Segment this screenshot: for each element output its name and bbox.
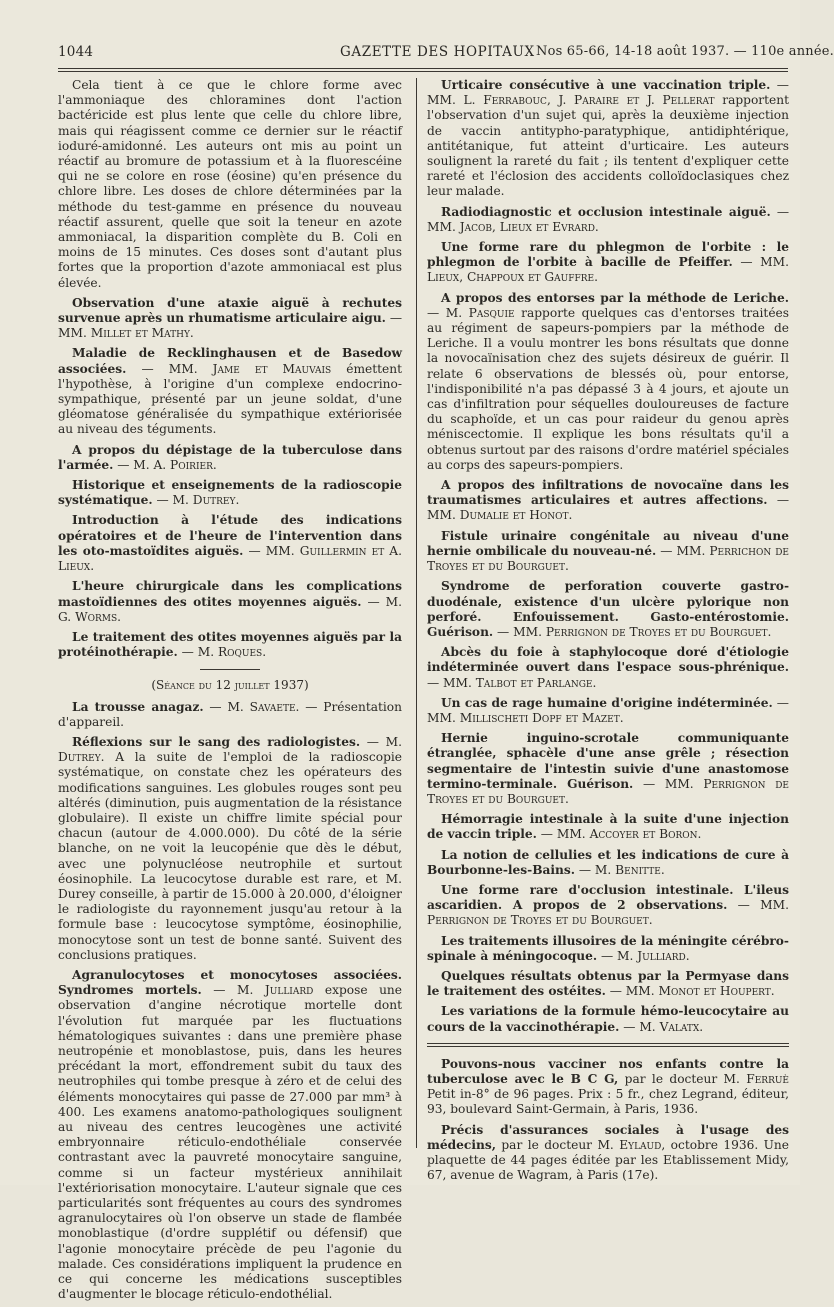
- abstract-entry: Observation d'une ataxie aiguë à rechutes survenue après un rhumatisme articulaire aigu. — MM. Millet et Mathy.: [58, 295, 403, 341]
- book-notice: Pouvons-nous vacciner nos enfants contre la tuberculose avec le B C G, par le docteur M. Ferruè Petit in-8° de 96 pages. Prix : 5 fr., chez Legrand, éditeur, 93, boulevard Saint-Germain, à Paris, 1936.: [427, 1056, 789, 1117]
- abstract-entry: Les variations de la formule hémo-leucocytaire au cours de la vaccinothérapie. — M. Valatx.: [427, 1004, 789, 1034]
- paragraph: Cela tient à ce que le chlore forme avec l'ammoniaque des chloramines dont l'action bactéricide est plus lente que celle du chlore libre, mais qui réagissent comme ce dernier sur le réactif ioduré-amidonné. Les auteurs ont mis au point un réactif au bromure de potassium et à la fluorescéine qui ne se colore en rose (éosine) qu'en présence du chlore libre. Les doses de chlore déterminées par la méthode du test-gamme en présence du nouveau réactif assurent, quelle que soit la teneur en azote ammoniacal, la disparition complète du B. Coli en moins de 15 minutes. Ces doses sont d'autant plus fortes que la proportion d'azote ammoniacal est plus élevée.: [58, 78, 402, 290]
- abstract-entry: Syndrome de perforation couverte gastro-duodénale, existence d'un ulcère pylorique non perforé. Enfouissement. Gasto-entérostomie. Guérison. — MM. Perrignon de Troyes et du Bourguet.: [427, 579, 789, 639]
- book-notice: Précis d'assurances sociales à l'usage des médecins, par le docteur M. Eylaud, octobre 1936. Une plaquette de 44 pages éditée par les Etablissement Midy, 67, avenue de Wagram, à Paris (17e).: [427, 1122, 789, 1183]
- abstract-entry: Le traitement des otites moyennes aiguës par la protéinothérapie. — M. Roques.: [58, 629, 402, 660]
- abstract-entry: Hémorragie intestinale à la suite d'une injection de vaccin triple. — MM. Accoyer et Boron.: [427, 812, 789, 842]
- abstract-entry: Abcès du foie à staphylocoque doré d'étiologie indéterminée ouvert dans l'espace sous-phrénique. — MM. Talbot et Parlange.: [427, 645, 789, 690]
- abstract-entry: Urticaire consécutive à une vaccination triple. — MM. L. Ferrabouc, J. Paraire et J. Pellerat rapportent l'observation d'un sujet qui, après la deuxième injection de vaccin antitypho-paratyphique, antidiphtérique, antitétanique, fut atteint d'urticaire. Les auteurs soulignent la rareté du fait ; ils tentent d'expliquer cette rareté et l'éclosion des accidents colloïdoclasiques chez leur malade.: [427, 78, 789, 199]
- header-rule: [58, 68, 788, 69]
- abstract-entry: Un cas de rage humaine d'origine indéterminée. — MM. Millischeti Dopf et Mazet.: [427, 695, 789, 725]
- abstract-entry: Quelques résultats obtenus par la Permyase dans le traitement des ostéites. — MM. Monot et Houpert.: [427, 968, 789, 999]
- abstract-entry: L'heure chirurgicale dans les complications mastoïdiennes des otites moyennes aiguës. — M. G. Worms.: [58, 579, 402, 624]
- header-rule-2: [58, 71, 788, 72]
- page-number: 1044: [58, 44, 94, 60]
- abstract-entry: A propos des entorses par la méthode de Leriche. — M. Pasquie rapporte quelques cas d'entorses traitées au régiment de sapeurs-pompiers par la méthode de Leriche. Il a voulu montrer les bons résultats que donne la novocaïnisation chez des sujets désireux de guérir. Il relate 6 observations de blessés où, pour entorse, l'indisponibilité n'a pas dépassé 3 à 4 jours, et ajoute un cas d'infiltration pour séquelles douloureuses de facture du scaphoïde, et un cas pour raideur du genou après méniscectomie. Il explique les bons résultats qu'il a obtenus surtout par des raisons d'ordre matériel spéciales au corps des sapeurs-pompiers.: [427, 290, 789, 472]
- running-header: [58, 44, 834, 66]
- abstract-entry: Hernie inguino-scrotale communiquante étranglée, sphacèle d'une anse grêle ; résection segmentaire de l'intestin suivie d'une anastomose termino-terminale. Guérison. — MM. Perrignon de Troyes et du Bourguet.: [427, 731, 789, 806]
- section-rule: [200, 669, 260, 670]
- journal-title: GAZETTE DES HOPITAUX: [340, 44, 535, 60]
- abstract-entry: A propos du dépistage de la tuberculose dans l'armée. — M. A. Poirier.: [58, 442, 402, 472]
- abstract-entry: Les traitements illusoires de la méningite cérébro-spinale à méningocoque. — M. Julliard.: [427, 933, 789, 963]
- abstract-entry: Une forme rare du phlegmon de l'orbite : le phlegmon de l'orbite à bacille de Pfeiffer. — MM. Lieux, Chappoux et Gauffre.: [427, 240, 789, 285]
- column-divider: [416, 78, 417, 1148]
- abstract-entry: Fistule urinaire congénitale au niveau d'une hernie ombilicale du nouveau-né. — MM. Perrichon de Troyes et du Bourguet.: [427, 528, 790, 574]
- abstract-entry: Historique et enseignements de la radioscopie systématique. — M. Dutrey.: [58, 478, 402, 508]
- abstract-entry: Maladie de Recklinghausen et de Basedow associées. — MM. Jame et Mauvais émettent l'hypothèse, à l'origine d'un complexe endocrino-sympathique, présenté par un jeune soldat, d'une gléomatose généralisée du sympathique extériorisée au niveau des téguments.: [58, 346, 402, 437]
- abstract-entry: A propos des infiltrations de novocaïne dans les traumatismes articulaires et autres affections. — MM. Dumalie et Honot.: [427, 478, 790, 523]
- abstract-entry: La trousse anagaz. — M. Savaete. — Présentation d'appareil.: [58, 699, 402, 729]
- abstract-entry: Agranulocytoses et monocytoses associées. Syndromes mortels. — M. Julliard expose une observation d'angine nécrotique mortelle dont l'évolution fut marquée par les fluctuations hématologiques suivantes : dans une première phase neutropénie et monoblastose, puis, dans les heures précédant la mort, effondrement subit du taux des neutrophiles qui tombe presque à zéro et de celui des éléments monocytaires qui passe de 27.000 par mm³ à 400. Les examens anatomo-pathologiques soulignent au niveau des centres leucogènes une activité embryonnaire réticulo-endothéliale conservée contrastant avec la pauvreté monocytaire sanguine, comme si un facteur mystérieux annihilait l'extériorisation monocytaire. L'auteur signale que ces particularités sont fréquentes au cours des syndromes agranulocytaires où l'on observe un stade de flambée monoblastique (d'ordre supplétif ou défensif) que l'agonie monocytaire précède de peu l'agonie du malade. Ces considérations impliquent la prudence en ce qui concerne les médications susceptibles d'augmenter le blocage réticulo-endothélial.: [58, 967, 402, 1302]
- abstract-entry: Radiodiagnostic et occlusion intestinale aiguë. — MM. Jacob, Lieux et Evrard.: [427, 204, 790, 234]
- section-double-rule: [427, 1043, 789, 1047]
- abstract-entry: Introduction à l'étude des indications opératoires et de l'heure de l'intervention dans les oto-mastoïdites aiguës. — MM. Guillermin et A. Lieux.: [58, 513, 402, 574]
- issue-info: Nos 65-66, 14-18 août 1937. — 110e année.: [536, 44, 834, 59]
- right-column: [427, 78, 789, 1188]
- abstract-entry: La notion de cellulies et les indications de cure à Bourbonne-les-Bains. — M. Benitte.: [427, 847, 789, 877]
- abstract-entry: Une forme rare d'occlusion intestinale. L'ileus ascaridien. A propos de 2 observations. — MM. Perrignon de Troyes et du Bourguet.: [427, 882, 789, 928]
- session-heading: (Séance du 12 juillet 1937): [151, 678, 309, 693]
- left-column: [58, 78, 402, 1307]
- abstract-entry: Réflexions sur le sang des radiologistes. — M. Dutrey. A la suite de l'emploi de la radioscopie systématique, on constate chez les opérateurs des modifications sanguines. Les globules rouges sont peu altérés (diminution, puis augmentation de la résistance globulaire). Il existe un chiffre limite spécial pour chacun (autour de 4.000.000). Du côté de la série blanche, on ne voit la leucopénie que dès le début, avec une polynucléose neutrophile et surtout éosinophile. La leucocytose durable est rare, et M. Durey conseille, à partir de 15.000 à 20.000, d'éloigner le radiologiste du rayonnement jusqu'au retour à la formule base : leucocytose symptôme, éosinophilie, monocytose sont un test de bonne santé. Suivent des conclusions pratiques.: [58, 734, 402, 962]
